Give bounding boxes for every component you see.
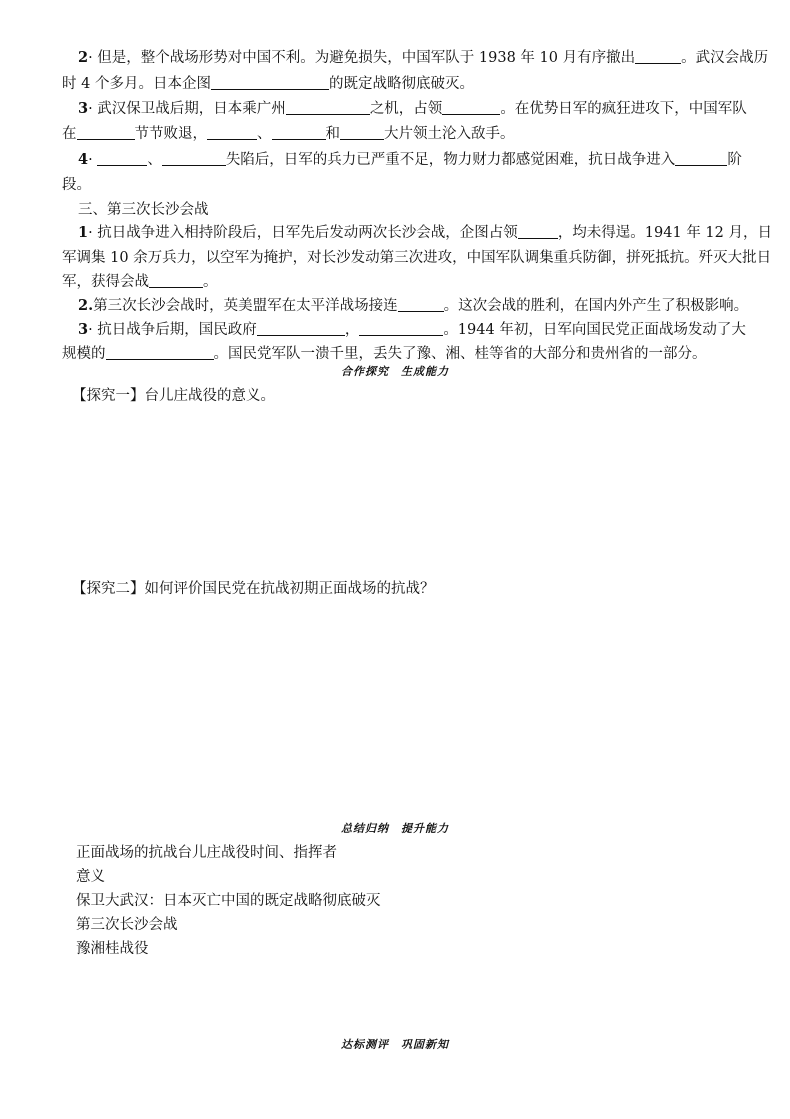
summary-item: 第三次长沙会战 [76,917,178,933]
fill-blank[interactable] [340,125,384,140]
q4-text: 、 [147,152,162,168]
q4-text: 阶 [727,152,742,168]
p3q3-text: ， [344,322,360,338]
q3-text: 和 [325,126,340,142]
answer-area-2[interactable] [72,604,752,804]
q2-text: 。武汉会战历 [681,50,769,66]
q3-text: 大片领土沦入敌手。 [384,126,515,142]
fill-blank[interactable] [77,125,135,140]
p3q2-text: 。这次会战的胜利，在国内外产生了积极影响。 [443,298,749,314]
q2-text: 的既定战略彻底破灭。 [328,76,474,92]
p3q2-number: 2. [78,297,94,314]
fill-blank[interactable] [518,224,558,239]
section-title-summary: 总结归纳 提升能力 [341,822,449,835]
explore-question-2: 【探究二】如何评价国民党在抗战初期正面战场的抗战？ [72,581,435,597]
section-title-cooperation: 合作探究 生成能力 [341,365,449,378]
fill-blank[interactable] [442,100,500,115]
fill-blank[interactable] [359,321,443,336]
p3q3-text: · 抗日战争后期，国民政府 [88,322,257,338]
q3-line1 [78,97,768,121]
p3q1-text: 。 [203,274,218,290]
q4-text: · [88,152,98,168]
summary-item: 豫湘桂战役 [76,941,149,957]
q2-line2 [62,72,752,96]
p3q1-text: 军，获得会战 [62,274,149,290]
q2-text: · 但是，整个战场形势对中国不利。为避免损失，中国军队于 1938 年 10 月有序撤出 [88,50,636,66]
q4-number: 4 [78,151,89,168]
q3-text: 。在优势日军的疯狂进攻下，中国军队 [500,101,747,117]
p3q1-line3 [62,270,752,294]
p3q2-text: 第三次长沙会战时，英美盟军在太平洋战场接连 [93,298,398,314]
p3q1-line2: 军调集 10 余万兵力，以空军为掩护，对长沙发动第三次进攻，中国军队调集重兵防御，拼死抵抗。歼灭大批日 [62,250,772,266]
summary-item: 正面战场的抗战台儿庄战役时间、指挥者 [76,845,337,861]
fill-blank[interactable] [97,151,147,166]
q3-number: 3 [78,100,89,117]
fill-blank[interactable] [272,125,326,140]
q4-line1 [78,148,768,172]
q3-line2 [62,122,752,146]
summary-item: 意义 [76,869,105,885]
section-title-test: 达标测评 巩固新知 [341,1038,449,1051]
q2-line1 [78,46,768,70]
summary-item: 保卫大武汉：日本灭亡中国的既定战略彻底破灭 [76,893,381,909]
q3-text: 之机，占领 [369,101,443,117]
fill-blank[interactable] [675,151,727,166]
q4-text: 失陷后，日军的兵力已严重不足，物力财力都感觉困难，抗日战争进入 [225,152,676,168]
fill-blank[interactable] [286,100,370,115]
q2-text: 时 4 个多月。日本企图 [62,76,211,92]
q2-number: 2 [78,49,89,66]
p3q3-line1 [78,318,768,342]
fill-blank[interactable] [635,49,681,64]
p3q1-line1 [78,221,772,245]
p3q1-number: 1 [78,224,89,241]
p3q3-text: 。国民党军队一溃千里，丢失了豫、湘、桂等省的大部分和贵州省的一部分。 [213,346,707,362]
fill-blank[interactable] [257,321,345,336]
fill-blank[interactable] [211,75,329,90]
q4-text: 段。 [62,177,91,193]
p3q3-number: 3 [78,321,89,338]
p3q1-text: ，均未得逞。1941 年 12 月，日 [557,225,772,241]
fill-blank[interactable] [398,297,444,312]
q3-text: 节节败退， [134,126,207,142]
q4-line2 [62,173,752,197]
fill-blank[interactable] [207,125,257,140]
answer-area-1[interactable] [72,410,752,570]
p3q1-text: · 抗日战争进入相持阶段后，日军先后发动两次长沙会战，企图占领 [88,225,518,241]
p3q2-line1 [78,294,768,318]
q3-text: · 武汉保卫战后期，日本乘广州 [88,101,286,117]
p3q3-text: 。1944 年初，日军向国民党正面战场发动了大 [443,322,746,338]
fill-blank[interactable] [162,151,226,166]
explore-question-1: 【探究一】台儿庄战役的意义。 [72,388,275,404]
p3q3-text: 规模的 [62,346,106,362]
q3-text: 、 [257,126,272,142]
q3-text: 在 [62,126,77,142]
fill-blank[interactable] [106,345,214,360]
part3-heading: 三、第三次长沙会战 [78,202,209,218]
fill-blank[interactable] [149,273,203,288]
